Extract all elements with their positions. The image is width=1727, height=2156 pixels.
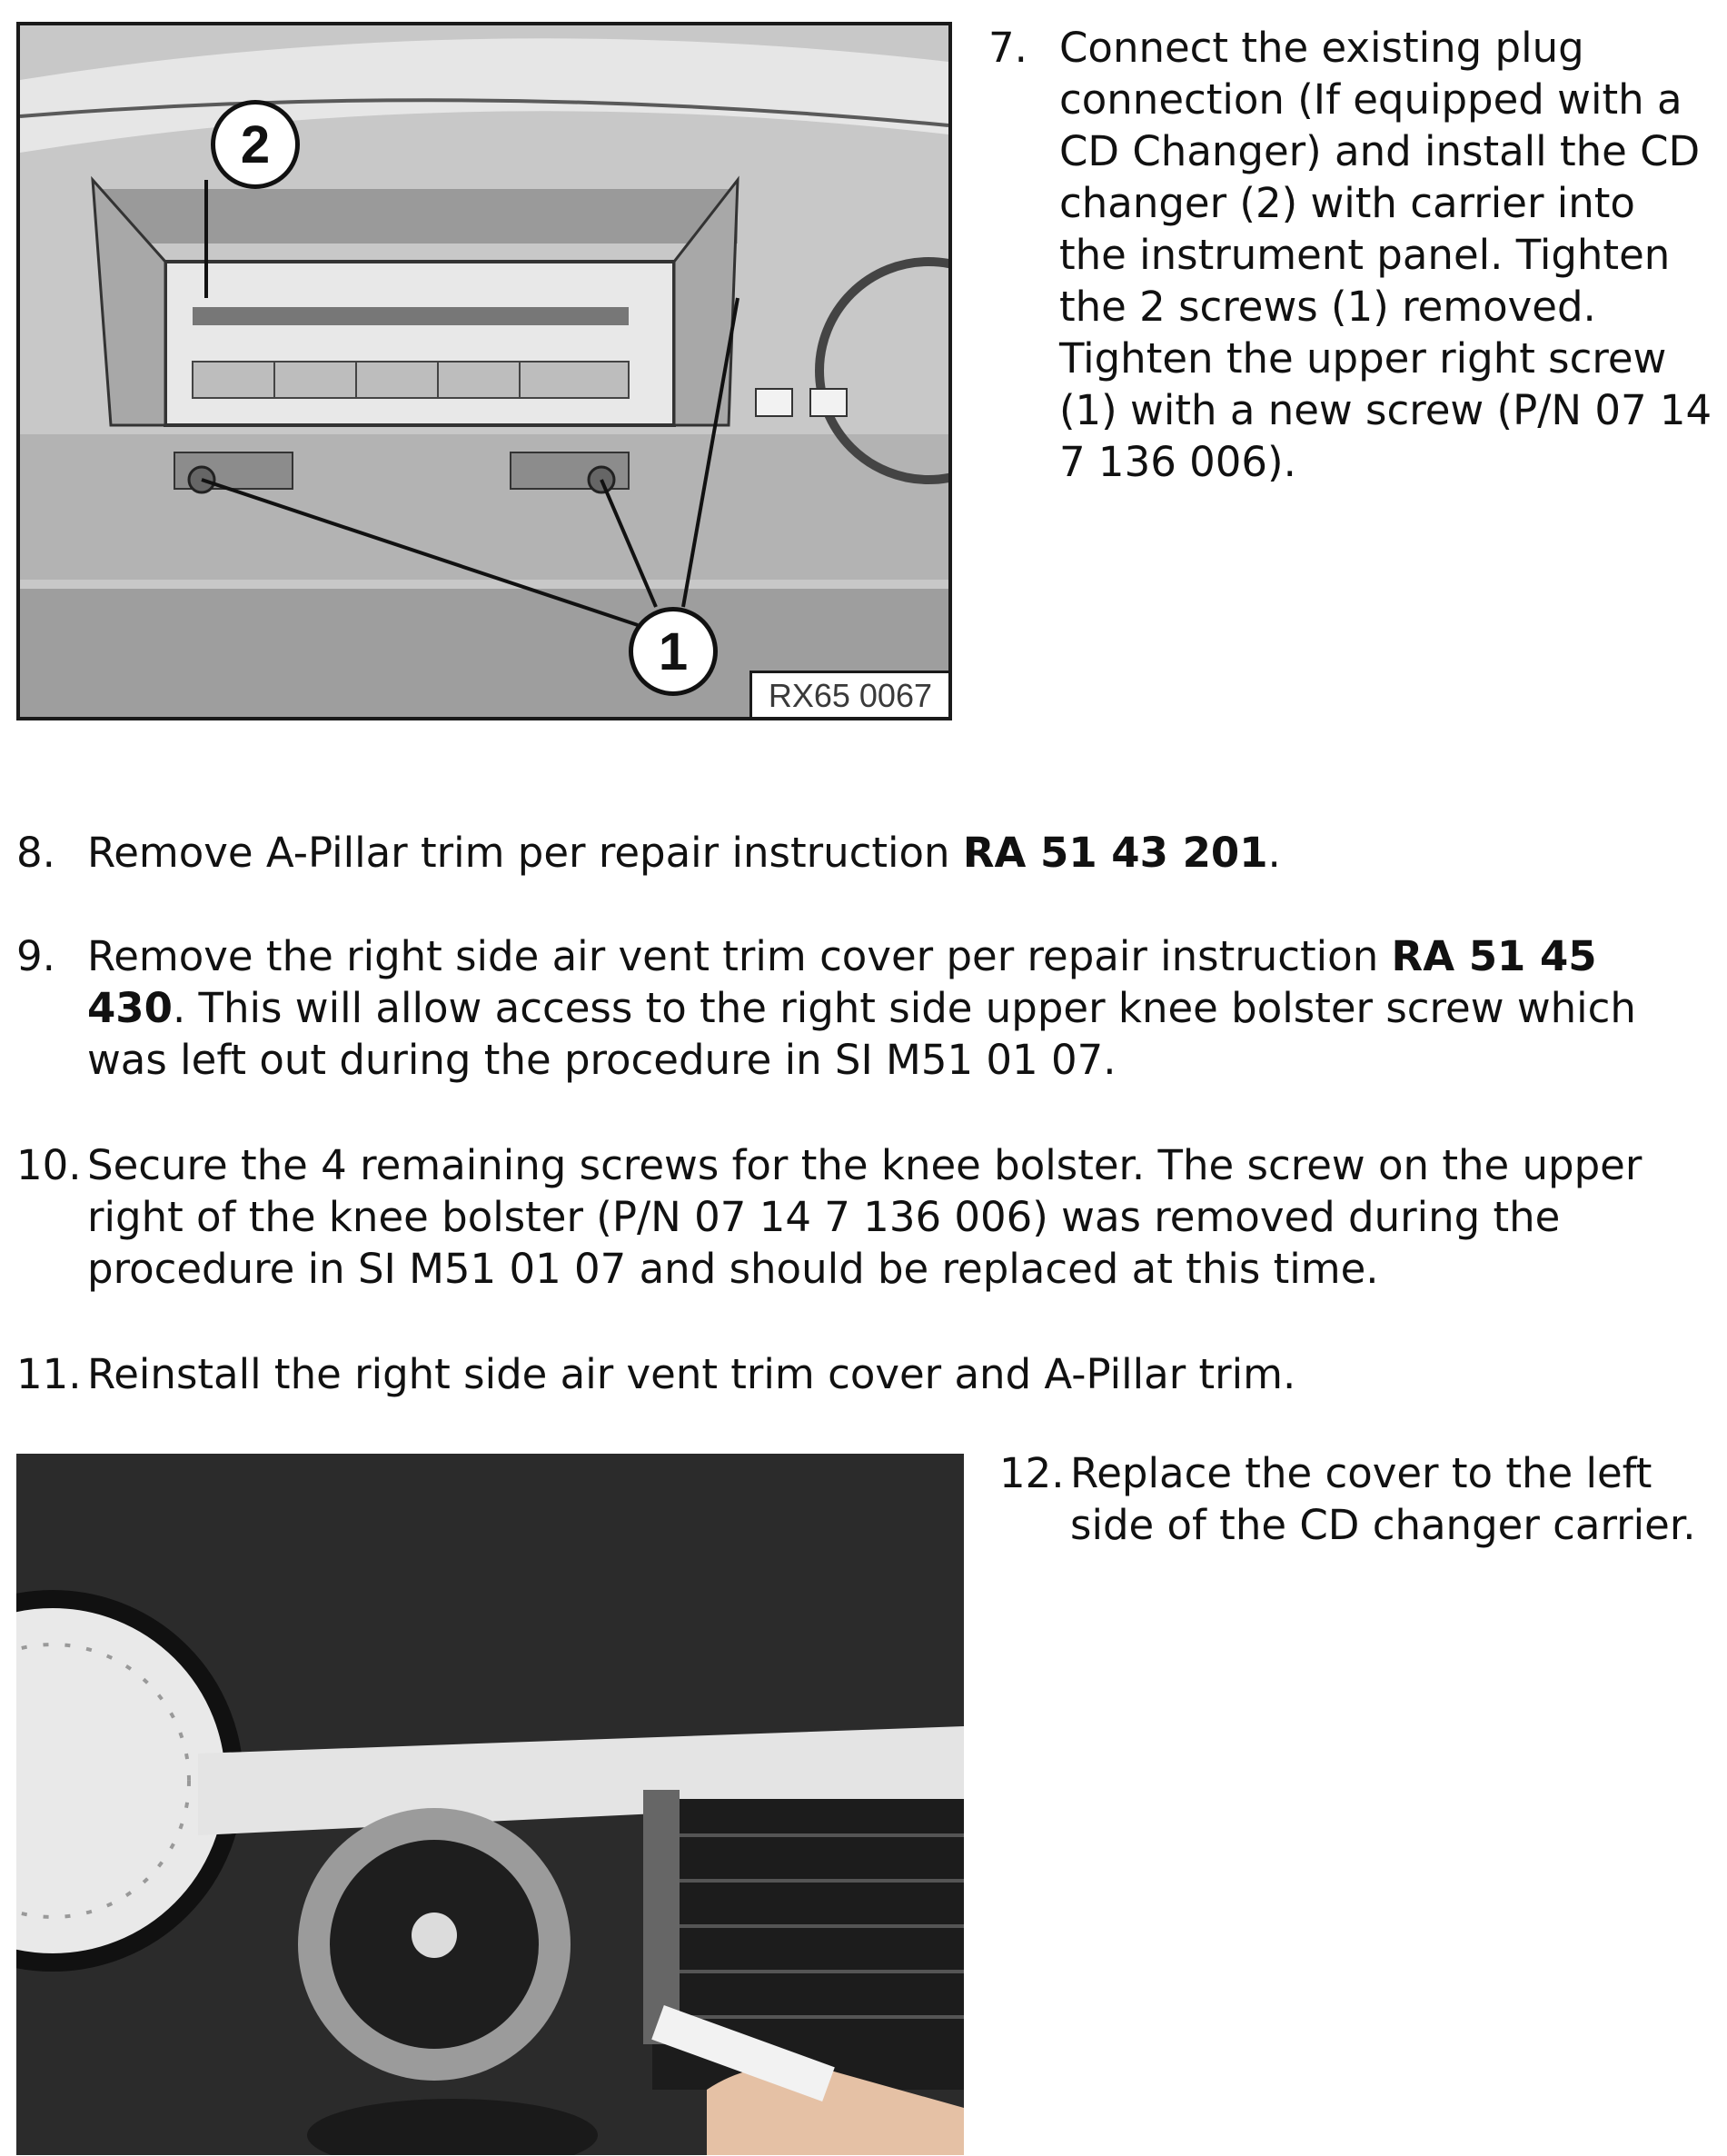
step-text: Secure the 4 remaining screws for the knee bolster. The screw on the upper right of the knee bolster (P/N 07 14 7 136 006) was removed during the procedure in SI M51 01 07 and should be replaced at this time. — [87, 1141, 1643, 1293]
step-number: 9. — [16, 932, 55, 980]
step-12 — [999, 1447, 1717, 1551]
step-10 — [16, 1139, 1706, 1295]
step-number: 7. — [988, 24, 1027, 72]
callout-1: 1 — [629, 607, 718, 696]
repair-instruction-ref: RA 51 45 430 — [87, 932, 1597, 1032]
cd-changer-illustration — [20, 25, 948, 717]
step-text: Replace the cover to the left side of the CD changer carrier. — [1070, 1449, 1696, 1549]
step-9 — [16, 930, 1706, 1086]
step-11 — [16, 1348, 1706, 1400]
callout-2: 2 — [211, 100, 300, 189]
step-text: Reinstall the right side air vent trim cover and A-Pillar trim. — [87, 1350, 1296, 1398]
step-number: 8. — [16, 829, 55, 877]
step-text: Connect the existing plug connection (If equipped with a CD Changer) and install the CD changer (2) with carrier into the instrument panel. Tighten the 2 screws (1) removed. Tighten the upper right screw (1) with a new screw (P/N 07 14 7 136 006). — [1059, 24, 1712, 486]
figure-code: RX65 0067 — [749, 671, 948, 717]
step-text: Remove A-Pillar trim per repair instruction RA 51 43 201. — [87, 829, 1281, 877]
repair-instruction-ref: RA 51 43 201 — [962, 829, 1268, 877]
step-7 — [988, 22, 1715, 488]
air-vent-photo — [16, 1454, 964, 2155]
step-8 — [16, 827, 1706, 879]
step-number: 11. — [16, 1350, 82, 1398]
step-text: Remove the right side air vent trim cover per repair instruction RA 51 45 430. This will allow access to the right side upper knee bolster screw which was left out during the procedure in SI M51 01 07. — [87, 932, 1636, 1084]
step-number: 12. — [999, 1449, 1065, 1497]
air-vent-illustration — [16, 1454, 964, 2155]
step-number: 10. — [16, 1141, 82, 1189]
cd-changer-figure — [16, 22, 952, 720]
